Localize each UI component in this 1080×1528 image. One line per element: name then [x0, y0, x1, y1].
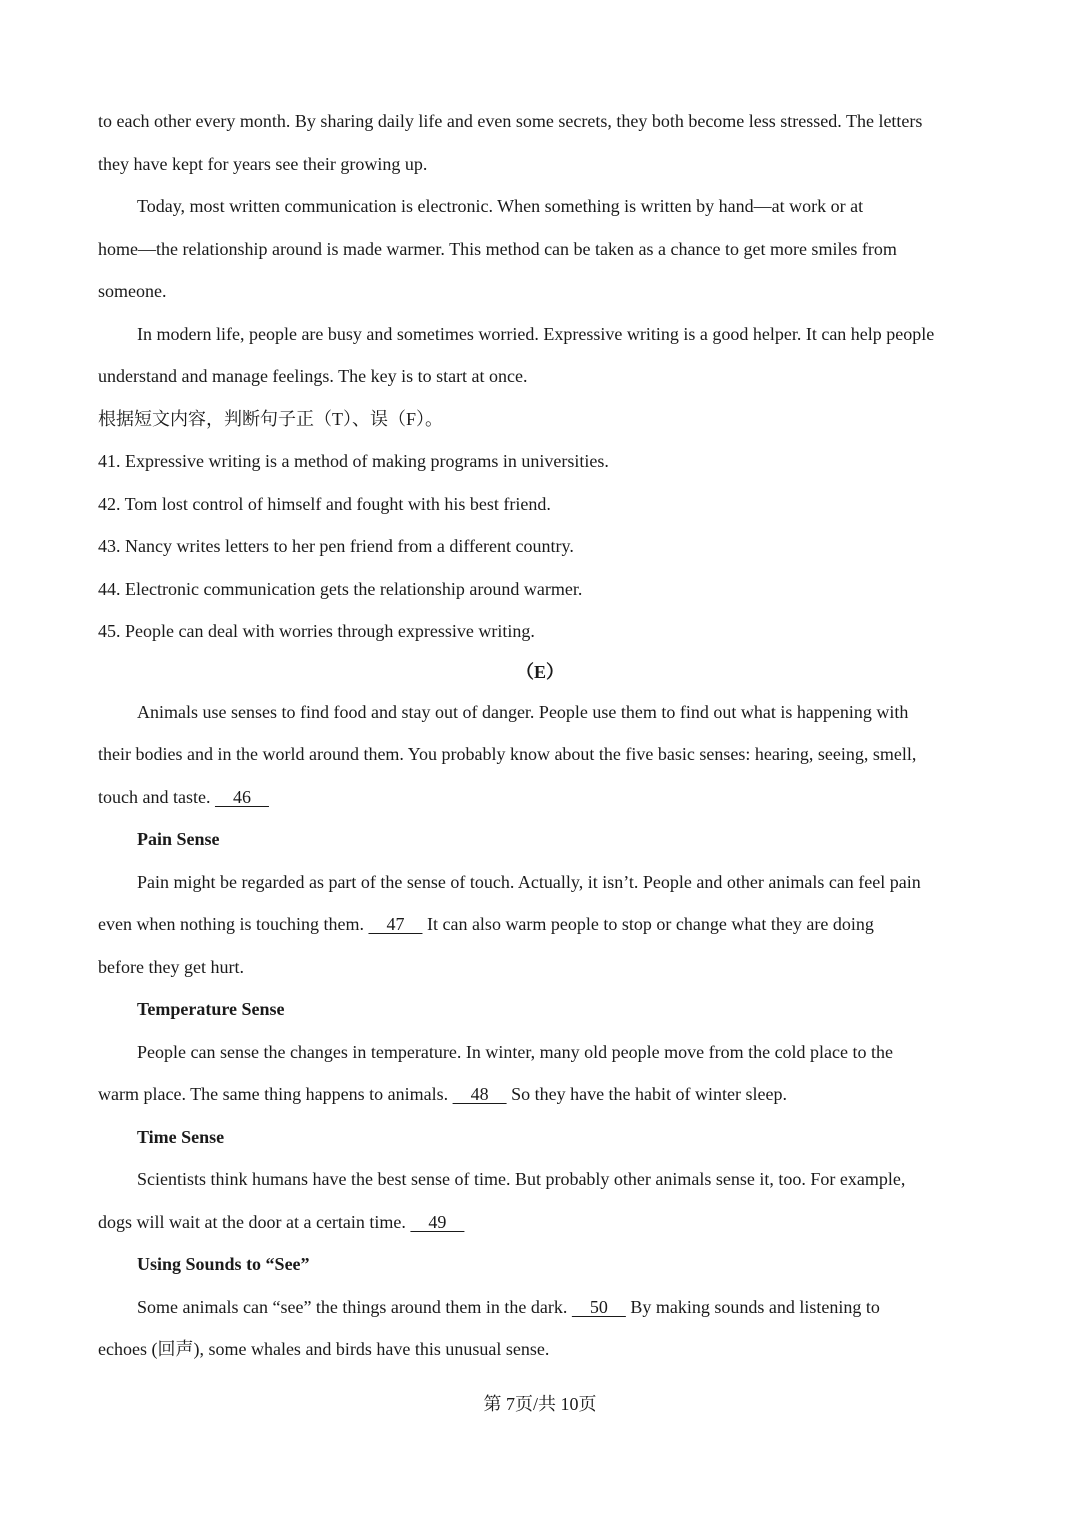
sounds-line2: echoes (回声), some whales and birds have this unusual sense. — [98, 1339, 550, 1359]
time-line1: Scientists think humans have the best sense of time. But probably other animals sense it, too. For example, — [137, 1169, 906, 1189]
question-42: 42. Tom lost control of himself and fought with his best friend. — [98, 493, 551, 514]
pain-line2 — [98, 903, 982, 946]
passage-d-p1-line2: they have kept for years see their growing up. — [98, 153, 428, 174]
passage-d-p3-line2: understand and manage feelings. The key is to start at once. — [98, 366, 528, 386]
pain-line2-b: It can also warm people to stop or change what they are doing — [426, 914, 874, 934]
section-e-intro-line1: Animals use senses to find food and stay out of danger. People use them to find out what is happening with — [137, 701, 909, 722]
instruction: 根据短文内容，判断句子正（T）、误（F）。 — [98, 408, 444, 429]
pain-sense-heading: Pain Sense — [137, 829, 220, 849]
sounds-line1-a: Some animals can “see” the things around them in the dark. — [137, 1296, 568, 1317]
temperature-line2-a: warm place. The same thing happens to animals. — [98, 1084, 449, 1104]
temperature-line2-b: So they have the habit of winter sleep. — [511, 1084, 788, 1104]
question-44: 44. Electronic communication gets the relationship around warmer. — [98, 578, 583, 599]
section-e-title: （E） — [515, 661, 564, 682]
pain-line2-a: even when nothing is touching them. — [98, 914, 364, 934]
question-43: 43. Nancy writes letters to her pen friend from a different country. — [98, 536, 574, 556]
temperature-sense-heading: Temperature Sense — [137, 999, 285, 1019]
question-45: 45. People can deal with worries through expressive writing. — [98, 621, 535, 641]
passage-d-p1-line1: to each other every month. By sharing daily life and even some secrets, they both become less stressed. The letters — [98, 111, 923, 131]
sounds-line1-b: By making sounds and listening to — [630, 1296, 880, 1317]
time-line2-a: dogs will wait at the door at a certain time. — [98, 1211, 406, 1232]
blank-47: 47 — [368, 914, 423, 934]
sounds-heading: Using Sounds to “See” — [137, 1254, 310, 1274]
page-number-footer: 第 7页/共 10页 — [483, 1394, 597, 1414]
blank-49: 49 — [410, 1211, 465, 1232]
passage-d-p2-line3: someone. — [98, 281, 167, 301]
passage-d-p2-line2: home—the relationship around is made warmer. This method can be taken as a chance to get more smiles from — [98, 238, 897, 259]
sounds-line1 — [98, 1286, 982, 1329]
blank-50: 50 — [571, 1296, 626, 1317]
temperature-line1: People can sense the changes in temperature. In winter, many old people move from the cold place to the — [137, 1041, 894, 1062]
document-page — [98, 100, 982, 1371]
pain-line1: Pain might be regarded as part of the sense of touch. Actually, it isn’t. People and other animals can feel pain — [137, 871, 921, 892]
time-sense-heading: Time Sense — [137, 1126, 225, 1147]
intro-line3-text: touch and taste. — [98, 786, 211, 807]
temperature-line2 — [98, 1073, 982, 1116]
section-e-intro-line2: their bodies and in the world around them. You probably know about the five basic senses: hearing, seeing, smell, — [98, 744, 917, 764]
section-e-intro-line3 — [98, 776, 982, 819]
pain-line3: before they get hurt. — [98, 956, 244, 977]
blank-48: 48 — [452, 1084, 507, 1104]
passage-d-p2-line1: Today, most written communication is electronic. When something is written by hand—at work or at — [137, 196, 864, 216]
passage-d-p3-line1: In modern life, people are busy and sometimes worried. Expressive writing is a good helper. It can help people — [137, 323, 935, 344]
time-line2 — [98, 1201, 982, 1244]
question-41: 41. Expressive writing is a method of making programs in universities. — [98, 451, 609, 471]
blank-46: 46 — [214, 786, 269, 807]
